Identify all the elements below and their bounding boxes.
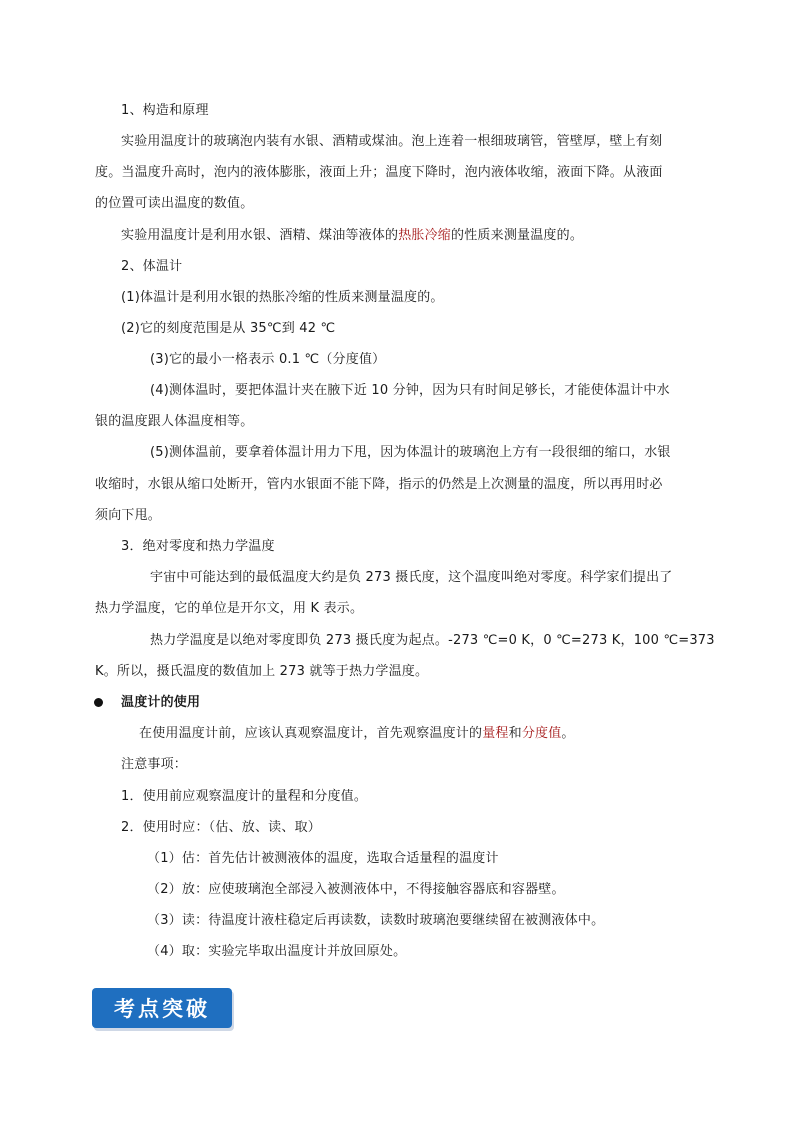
bullet-icon: [94, 698, 103, 707]
step-item: （3）读：待温度计液柱稳定后再读数，读数时玻璃泡要继续留在被测液体中。: [147, 913, 605, 928]
usage-intro-and: 和: [508, 726, 522, 741]
note-item: 1．使用前应观察温度计的量程和分度值。: [121, 789, 368, 804]
section-banner: [92, 988, 232, 1028]
list-item: (4)测体温时，要把体温计夹在腋下近 10 分钟，因为只有时间足够长，才能使体温计中水: [150, 383, 670, 398]
principle-text-end: 的性质来测量温度的。: [451, 228, 584, 243]
list-item: (5)测体温前，要拿着体温计用力下甩，因为体温计的玻璃泡上方有一段很细的缩口，水银: [150, 445, 671, 460]
list-item-continued: 须向下甩。: [95, 508, 162, 523]
highlight-thermal-expansion: 热胀冷缩: [398, 228, 452, 243]
section-heading-usage: 温度计的使用: [121, 695, 201, 710]
paragraph-principle: [121, 228, 583, 244]
usage-intro-end: 。: [561, 726, 575, 741]
list-item-continued: 银的温度跟人体温度相等。: [95, 414, 254, 429]
highlight-division-value: 分度值: [521, 726, 562, 741]
notes-title: 注意事项：: [121, 757, 188, 772]
list-item: (3)它的最小一格表示 0.1 ℃（分度值）: [150, 352, 386, 367]
section-heading-structure: 1、构造和原理: [121, 103, 209, 118]
list-item-continued: 收缩时，水银从缩口处断开，管内水银面不能下降，指示的仍然是上次测量的温度，所以再用时必: [95, 477, 663, 492]
usage-intro: [139, 726, 575, 742]
list-item: (2)它的刻度范围是从 35℃到 42 ℃: [121, 321, 336, 336]
paragraph-line: K。所以，摄氏温度的数值加上 273 就等于热力学温度。: [95, 664, 429, 679]
highlight-range: 量程: [482, 726, 509, 741]
step-item: （1）估：首先估计被测液体的温度，选取合适量程的温度计: [147, 851, 499, 866]
note-item: 2．使用时应：（估、放、读、取）: [121, 820, 321, 835]
banner-title: 考点突破: [114, 997, 210, 1021]
paragraph-line: 宇宙中可能达到的最低温度大约是负 273 摄氏度，这个温度叫绝对零度。科学家们提出了: [150, 570, 673, 585]
section-heading-absolute-zero: 3．绝对零度和热力学温度: [121, 539, 275, 554]
paragraph-line: 热力学温度，它的单位是开尔文，用 K 表示。: [95, 601, 364, 616]
list-item: (1)体温计是利用水银的热胀冷缩的性质来测量温度的。: [121, 290, 444, 305]
section-heading-clinical-thermometer: 2、体温计: [121, 259, 183, 274]
paragraph-line: 热力学温度是以绝对零度即负 273 摄氏度为起点。-273 ℃=0 K，0 ℃=273 K，100 ℃=373: [150, 633, 715, 648]
step-item: （2）放：应使玻璃泡全部浸入被测液体中，不得接触容器底和容器壁。: [147, 882, 565, 897]
usage-intro-text: 在使用温度计前，应该认真观察温度计，首先观察温度计的: [139, 726, 483, 741]
paragraph-line: 度。当温度升高时，泡内的液体膨胀，液面上升；温度下降时，泡内液体收缩，液面下降。从液面: [95, 165, 663, 180]
principle-text: 实验用温度计是利用水银、酒精、煤油等液体的: [121, 228, 399, 243]
step-item: （4）取：实验完毕取出温度计并放回原处。: [147, 944, 407, 959]
paragraph-line: 实验用温度计的玻璃泡内装有水银、酒精或煤油。泡上连着一根细玻璃管，管壁厚，壁上有刻: [121, 134, 663, 149]
paragraph-line: 的位置可读出温度的数值。: [95, 196, 254, 211]
